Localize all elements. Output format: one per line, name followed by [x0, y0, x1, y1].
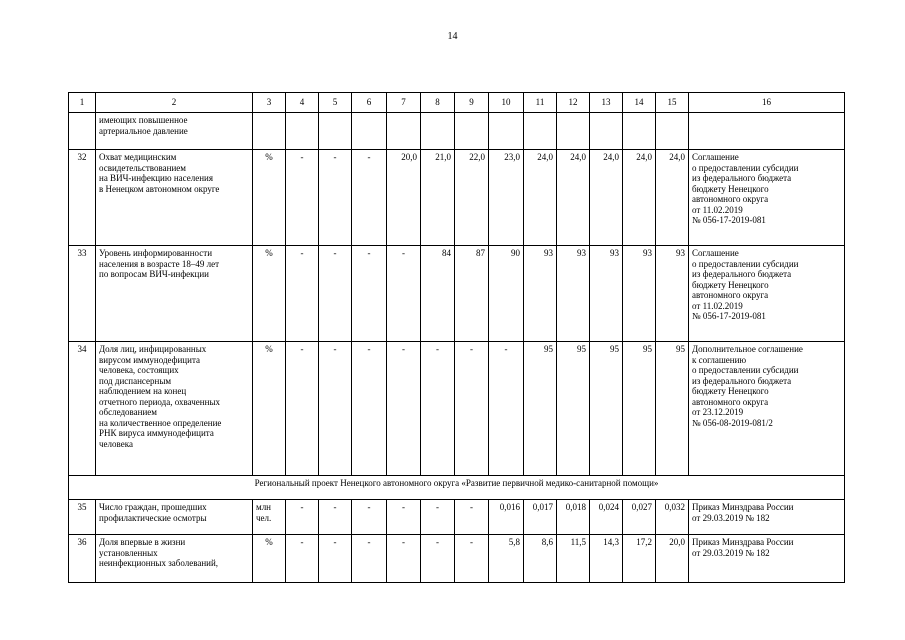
- header-cell: 15: [656, 93, 689, 113]
- page-number: 14: [447, 31, 458, 42]
- cell-empty: [557, 113, 590, 150]
- cell-value: -: [421, 535, 455, 583]
- cell-unit: %: [253, 342, 286, 476]
- header-cell: 16: [689, 93, 845, 113]
- cell-num: 32: [69, 150, 96, 246]
- cell-value: 24,0: [524, 150, 557, 246]
- cell-value: 5,8: [489, 535, 524, 583]
- cell-value: 20,0: [656, 535, 689, 583]
- cell-value: 24,0: [557, 150, 590, 246]
- cell-value: 14,3: [590, 535, 623, 583]
- header-cell: 7: [387, 93, 421, 113]
- cell-value: 93: [557, 246, 590, 342]
- cell-value: -: [286, 500, 319, 535]
- header-cell: 10: [489, 93, 524, 113]
- cell-legal-document: Приказ Минздрава России от 29.03.2019 № 182: [689, 535, 845, 583]
- cell-value: 93: [656, 246, 689, 342]
- cell-value: -: [387, 500, 421, 535]
- cell-value: 22,0: [455, 150, 489, 246]
- cell-empty: [489, 113, 524, 150]
- cell-unit: %: [253, 246, 286, 342]
- header-cell: 1: [69, 93, 96, 113]
- cell-empty: [656, 113, 689, 150]
- header-cell: 11: [524, 93, 557, 113]
- header-cell: 6: [352, 93, 387, 113]
- cell-value: 87: [455, 246, 489, 342]
- cell-value: 84: [421, 246, 455, 342]
- cell-value: -: [319, 246, 352, 342]
- cell-value: -: [286, 246, 319, 342]
- cell-value: 93: [524, 246, 557, 342]
- section-row: [69, 476, 845, 500]
- cell-value: 23,0: [489, 150, 524, 246]
- cell-indicator-name: имеющих повышенное артериальное давление: [96, 113, 253, 150]
- cell-num: [69, 113, 96, 150]
- cell-value: 21,0: [421, 150, 455, 246]
- cell-value: -: [455, 535, 489, 583]
- header-cell: 9: [455, 93, 489, 113]
- cell-value: -: [319, 150, 352, 246]
- cell-value: -: [319, 500, 352, 535]
- cell-value: 8,6: [524, 535, 557, 583]
- cell-empty: [352, 113, 387, 150]
- table-row: [69, 535, 845, 583]
- cell-num: 36: [69, 535, 96, 583]
- cell-value: 17,2: [623, 535, 656, 583]
- cell-value: 0,018: [557, 500, 590, 535]
- cell-value: 95: [557, 342, 590, 476]
- cell-value: -: [489, 342, 524, 476]
- cell-value: 0,024: [590, 500, 623, 535]
- header-cell: 13: [590, 93, 623, 113]
- cell-indicator-name: Уровень информированности населения в возрасте 18–49 лет по вопросам ВИЧ-инфекции: [96, 246, 253, 342]
- cell-unit: млн чел.: [253, 500, 286, 535]
- cell-legal-document: Дополнительное соглашение к соглашению о предоставлении субсидии из федерального бюджета бюджету Ненецкого автономного округа от 23.12.2019 № 056-08-2019-081/2: [689, 342, 845, 476]
- table-row: [69, 150, 845, 246]
- cell-value: -: [387, 342, 421, 476]
- cell-empty: [286, 113, 319, 150]
- cell-num: 35: [69, 500, 96, 535]
- cell-value: 90: [489, 246, 524, 342]
- cell-value: -: [421, 342, 455, 476]
- cell-value: -: [319, 535, 352, 583]
- header-cell: 4: [286, 93, 319, 113]
- header-cell: 3: [253, 93, 286, 113]
- cell-value: 0,032: [656, 500, 689, 535]
- cell-value: -: [352, 246, 387, 342]
- cell-value: -: [352, 500, 387, 535]
- header-cell: 2: [96, 93, 253, 113]
- cell-value: -: [421, 500, 455, 535]
- header-cell: 8: [421, 93, 455, 113]
- cell-empty: [524, 113, 557, 150]
- cell-value: -: [319, 342, 352, 476]
- cell-value: -: [387, 535, 421, 583]
- cell-indicator-name: Охват медицинским освидетельствованием на ВИЧ-инфекцию населения в Ненецком автономном округе: [96, 150, 253, 246]
- cell-empty: [590, 113, 623, 150]
- cell-unit: %: [253, 150, 286, 246]
- cell-value: 0,016: [489, 500, 524, 535]
- cell-value: -: [352, 150, 387, 246]
- table-row: [69, 500, 845, 535]
- cell-value: -: [352, 342, 387, 476]
- cell-legal-document: Приказ Минздрава России от 29.03.2019 № 182: [689, 500, 845, 535]
- table-row-continuation: [69, 113, 845, 150]
- cell-empty: [623, 113, 656, 150]
- cell-value: 20,0: [387, 150, 421, 246]
- cell-value: -: [387, 246, 421, 342]
- cell-value: 95: [524, 342, 557, 476]
- cell-value: -: [286, 342, 319, 476]
- cell-value: -: [352, 535, 387, 583]
- cell-value: 24,0: [656, 150, 689, 246]
- cell-empty: [253, 113, 286, 150]
- cell-value: 24,0: [590, 150, 623, 246]
- cell-empty: [421, 113, 455, 150]
- cell-unit: %: [253, 535, 286, 583]
- cell-value: 95: [590, 342, 623, 476]
- cell-indicator-name: Доля лиц, инфицированных вирусом иммунодефицита человека, состоящих под диспансерным наблюдением на конец отчетного периода, охваченных обследованием на количественное определение РНК вируса иммунодефицита человека: [96, 342, 253, 476]
- cell-empty: [455, 113, 489, 150]
- header-row: [69, 93, 845, 113]
- cell-value: 95: [623, 342, 656, 476]
- cell-value: 11,5: [557, 535, 590, 583]
- table-row: [69, 342, 845, 476]
- cell-legal-document: Соглашение о предоставлении субсидии из федерального бюджета бюджету Ненецкого автономного округа от 11.02.2019 № 056-17-2019-081: [689, 246, 845, 342]
- cell-value: -: [455, 500, 489, 535]
- cell-value: 24,0: [623, 150, 656, 246]
- cell-value: 0,027: [623, 500, 656, 535]
- cell-num: 34: [69, 342, 96, 476]
- indicators-table: [68, 92, 845, 583]
- cell-legal-document: Соглашение о предоставлении субсидии из федерального бюджета бюджету Ненецкого автономного округа от 11.02.2019 № 056-17-2019-081: [689, 150, 845, 246]
- cell-value: 0,017: [524, 500, 557, 535]
- cell-indicator-name: Доля впервые в жизни установленных неинфекционных заболеваний,: [96, 535, 253, 583]
- cell-value: -: [455, 342, 489, 476]
- cell-num: 33: [69, 246, 96, 342]
- cell-value: -: [286, 535, 319, 583]
- cell-empty: [689, 113, 845, 150]
- cell-value: 93: [590, 246, 623, 342]
- cell-value: -: [286, 150, 319, 246]
- header-cell: 12: [557, 93, 590, 113]
- cell-empty: [387, 113, 421, 150]
- cell-value: 95: [656, 342, 689, 476]
- cell-value: 93: [623, 246, 656, 342]
- header-cell: 5: [319, 93, 352, 113]
- cell-empty: [319, 113, 352, 150]
- table-row: [69, 246, 845, 342]
- section-title: Региональный проект Ненецкого автономного округа «Развитие первичной медико-санитарной помощи»: [69, 476, 845, 500]
- cell-indicator-name: Число граждан, прошедших профилактические осмотры: [96, 500, 253, 535]
- header-cell: 14: [623, 93, 656, 113]
